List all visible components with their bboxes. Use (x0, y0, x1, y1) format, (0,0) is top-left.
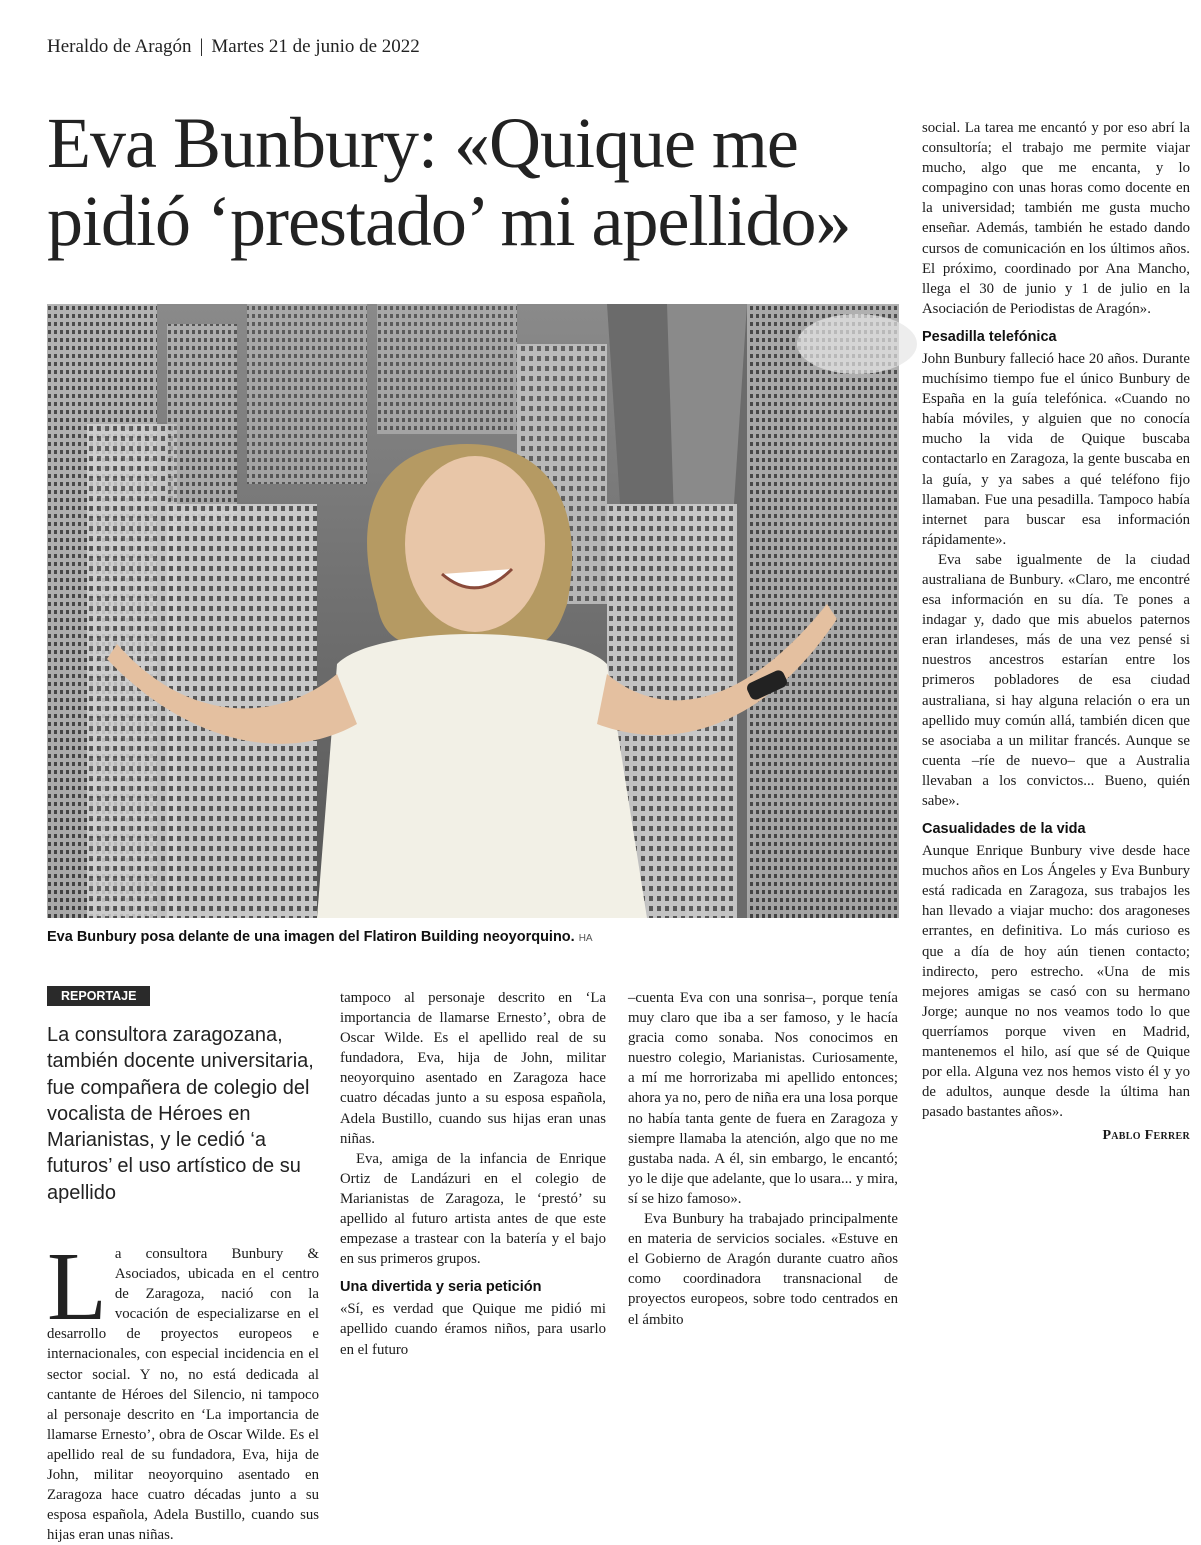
byline: Pablo Ferrer (1102, 1128, 1190, 1144)
section-label: REPORTAJE (47, 986, 150, 1006)
article-subhead: La consultora zaragozana, también docente universitaria, fue compañera de colegio del vocalista de Héroes en Marianistas, y le cedió ‘a futuros’ el uso artístico de su apellido (47, 1024, 314, 1204)
masthead (47, 36, 420, 58)
body-paragraph-1-continued: tampoco al personaje descrito en ‘La importancia de llamarse Ernesto’, obra de Oscar Wilde. Es el apellido real de su fundadora, Eva, hija de John, militar neoyorquino asentado en Zaragoza hace cuatro décadas junto a su esposa española, Adela Bustillo, cuando sus hijas eran unas niñas. (340, 990, 606, 1147)
photo-illustration (47, 304, 899, 918)
article-headline: Eva Bunbury: «Quique me pidió ‘prestado’ mi apellido» (47, 103, 851, 261)
body-paragraph-6: Eva sabe igualmente de la ciudad australiana de Bunbury. «Claro, me encontré esa información en su día. Te pones a indagar y, dado que mis abuelos paternos eran irlandeses, más de una vez pensé si nuestros ancestros estarían entre los primeros pobladores de esa ciudad australiana, si hay alguna relación o era un apellido muy común allá, también dicen que se asociaba a un militar francés. Aunque se cuenta –ríe de nuevo– que a Australia llevaban a los convictos... Bueno, quién sabe». (922, 551, 1190, 809)
drop-cap: L (47, 1233, 107, 1341)
body-paragraph-2: Eva, amiga de la infancia de Enrique Ortiz de Landázuri en el colegio de Marianistas de Zaragoza, le ‘prestó’ su apellido al futuro artista antes de que este empezase a trastear con la batería y el bajo en sus primeros grupos. (340, 1150, 606, 1268)
body-column-3 (628, 988, 898, 1448)
body-paragraph-4-continued: social. La tarea me encantó y por eso abrí la consultoría; el trabajo me permite viajar mucho, algo que me encanta, y lo compagino con unas horas como docente en la universidad; también me gusta mucho enseñar. Además, también he estado dando cursos de comunicación en los últimos años. El próximo, coordinado por Ana Mancho, llega el 30 de junio y 1 de julio en la Asociación de Periodistas de Aragón». (922, 120, 1190, 317)
caption-text: Eva Bunbury posa delante de una imagen del Flatiron Building neoyorquino. (47, 929, 575, 945)
masthead-separator: | (199, 36, 204, 57)
body-paragraph-4-start: Eva Bunbury ha trabajado principalmente en materia de servicios sociales. «Estuve en el Gobierno de Aragón durante cuatro años como coordinadora transnacional de proyectos europeos, sobre todo centrados en el ámbito (628, 1211, 898, 1328)
body-paragraph-5: John Bunbury falleció hace 20 años. Durante muchísimo tiempo fue el único Bunbury de España en la guía telefónica. «Cuando no había móviles, y alguien que no conocía mucho la vida de Quique buscaba contactarlo en Zaragoza, la gente buscaba en la guía, y ya sabes a qué teléfono fijo llamaban. Fue una pesadilla. Tampoco había internet para buscar esa información rápidamente». (922, 350, 1190, 548)
newspaper-name: Heraldo de Aragón (47, 36, 192, 57)
section-heading-2: Pesadilla telefónica (922, 328, 1057, 345)
body-column-1 (47, 1233, 319, 1544)
photo-credit: HA (578, 933, 593, 944)
article-photo (47, 304, 899, 918)
body-paragraph-3-continued: –cuenta Eva con una sonrisa–, porque tenía muy claro que iba a ser famoso, y le hacía gracia como sonaba. Nos conocimos en nuestro colegio, Marianistas. Curiosamente, a mí me horrorizaba mi apellido entonces; ahora ya no, pero de niña era una losa porque no había tanta gente de fuera en Zaragoza y siempre llamaba la atención, algo que no me gustaba nada. A él, sin embargo, le encantó; yo le dije que adelante, que lo usara... y mira, sí se hizo famoso». (628, 990, 898, 1207)
publication-date: Martes 21 de junio de 2022 (211, 36, 420, 57)
photo-caption (47, 929, 593, 945)
body-paragraph-7: Aunque Enrique Bunbury vive desde hace muchos años en Los Ángeles y Eva Bunbury está radicada en Zaragoza, sus trabajos les han llevado a viajar mucho: dos aragoneses errantes, en definitiva. Lo más curioso es que a día de hoy aún tienen contacto; indirecto, pero estrecho. «Una de mis mejores amigas se casó con su hermano Jorge; aunque no nos veamos todo lo que querríamos porque viven en Madrid, mantenemos el hilo, así que sé de Quique por ella. Alguna vez nos hemos visto él y yo de adultos, aunque desde la última han pasado bastantes años». (922, 843, 1190, 1121)
body-column-4 (922, 118, 1190, 1448)
section-heading-3: Casualidades de la vida (922, 821, 1086, 838)
section-heading-1: Una divertida y seria petición (340, 1279, 542, 1296)
body-paragraph-3-start: «Sí, es verdad que Quique me pidió mi apellido cuando éramos niños, para usarlo en el futuro (340, 1301, 606, 1358)
body-paragraph-1: a consultora Bunbury & Asociados, ubicada en el centro de Zaragoza, nació con la vocación de especializarse en el desarrollo de proyectos europeos e internacionales, con especial incidencia en el sector social. Y no, no está dedicada al cantante de Héroes del Silencio, ni tampoco al personaje descrito en ‘La importancia de llamarse Ernesto’, obra de Oscar Wilde. Es el apellido real de su fundadora, Eva, hija de John, militar neoyorquino asentado en Zaragoza hace cuatro décadas junto a su esposa española, Adela Bustillo, cuando sus hijas eran unas niñas. (47, 1246, 319, 1544)
body-column-2 (340, 988, 606, 1448)
